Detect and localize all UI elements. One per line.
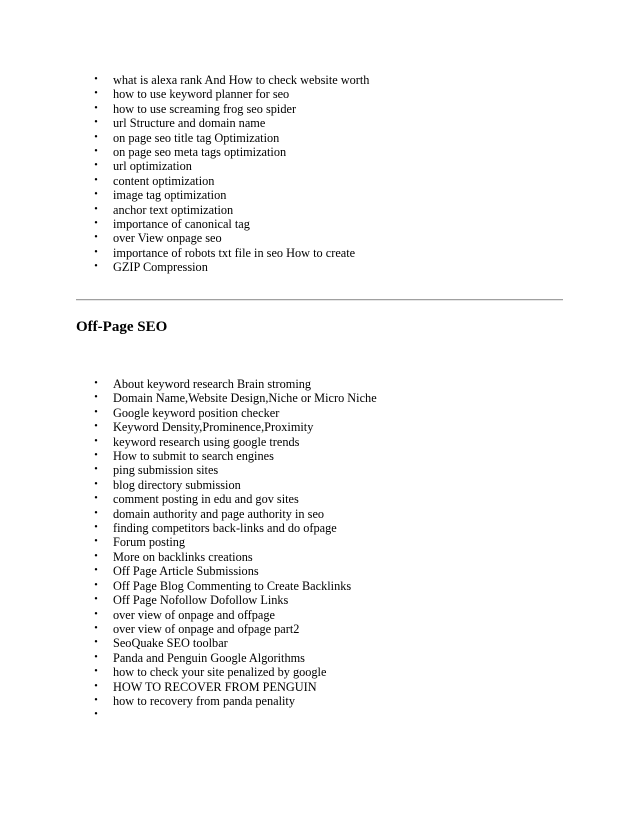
list-item-text: SeoQuake SEO toolbar bbox=[113, 636, 228, 651]
list-item-text: HOW TO RECOVER FROM PENGUIN bbox=[113, 679, 317, 694]
bullet-icon: • bbox=[94, 550, 98, 562]
bullet-icon: • bbox=[94, 117, 98, 129]
bullet-icon: • bbox=[94, 174, 98, 186]
bullet-icon: • bbox=[94, 392, 98, 404]
bullet-icon: • bbox=[94, 507, 98, 519]
list-item-text: More on backlinks creations bbox=[113, 549, 253, 564]
list-item-text: blog directory submission bbox=[113, 477, 241, 492]
list-item-text: Off Page Blog Commenting to Create Backlinks bbox=[113, 578, 352, 593]
list-item-text: content optimization bbox=[113, 173, 215, 188]
list-item-text: on page seo meta tags optimization bbox=[113, 145, 287, 160]
bullet-icon: • bbox=[94, 651, 98, 663]
list-item-text: on page seo title tag Optimization bbox=[113, 130, 280, 145]
list-item-text: How to submit to search engines bbox=[113, 449, 274, 464]
bullet-icon: • bbox=[94, 709, 98, 721]
list-item-text: url optimization bbox=[113, 159, 192, 174]
bullet-icon: • bbox=[94, 261, 98, 273]
bullet-icon: • bbox=[94, 160, 98, 172]
bullet-icon: • bbox=[94, 478, 98, 490]
list-item-text: how to use keyword planner for seo bbox=[113, 87, 290, 102]
bullet-icon: • bbox=[94, 189, 98, 201]
list-item-text: how to check your site penalized by google bbox=[113, 665, 327, 680]
list-item-text: About keyword research Brain stroming bbox=[113, 377, 312, 391]
bullet-icon: • bbox=[94, 522, 98, 534]
list-item-text: image tag optimization bbox=[113, 188, 227, 203]
list-item-text: how to use screaming frog seo spider bbox=[113, 101, 297, 116]
list-item-text: Forum posting bbox=[113, 535, 186, 550]
bullet-icon: • bbox=[94, 435, 98, 447]
bullet-icon: • bbox=[94, 666, 98, 678]
list-item-text: keyword research using google trends bbox=[113, 434, 300, 449]
bullet-icon: • bbox=[94, 637, 98, 649]
bullet-icon: • bbox=[94, 102, 98, 114]
list-item-text: over View onpage seo bbox=[113, 231, 222, 246]
list-item-text: GZIP Compression bbox=[113, 260, 208, 275]
bullet-icon: • bbox=[94, 88, 98, 100]
list-item-text: importance of robots txt file in seo How to create bbox=[113, 245, 356, 260]
list-item-text: Panda and Penguin Google Algorithms bbox=[113, 650, 305, 665]
bullet-icon: • bbox=[94, 218, 98, 230]
list-item-text: Keyword Density,Prominence,Proximity bbox=[113, 420, 314, 435]
list-item-text: Off Page Article Submissions bbox=[113, 564, 259, 579]
bullet-icon: • bbox=[94, 378, 98, 389]
bullet-icon: • bbox=[94, 680, 98, 692]
list-item-text: domain authority and page authority in seo bbox=[113, 506, 325, 521]
list-item-text: Google keyword position checker bbox=[113, 405, 280, 420]
bullet-icon: • bbox=[94, 694, 98, 706]
list-item-text: url Structure and domain name bbox=[113, 116, 266, 131]
bullet-icon: • bbox=[94, 579, 98, 591]
bullet-icon: • bbox=[94, 131, 98, 143]
list-item-text: comment posting in edu and gov sites bbox=[113, 492, 299, 507]
bullet-icon: • bbox=[94, 594, 98, 606]
bullet-icon: • bbox=[94, 536, 98, 548]
offpage-section-heading: Off-Page SEO bbox=[76, 319, 168, 335]
bullet-icon: • bbox=[94, 146, 98, 158]
bullet-icon: • bbox=[94, 232, 98, 244]
list-item-text: over view of onpage and offpage bbox=[113, 607, 275, 622]
list-item-text: importance of canonical tag bbox=[113, 217, 250, 232]
bullet-icon: • bbox=[94, 203, 98, 215]
horizontal-rule bbox=[76, 299, 563, 301]
bullet-icon: • bbox=[94, 74, 98, 85]
bullet-icon: • bbox=[94, 608, 98, 620]
bullet-icon: • bbox=[94, 464, 98, 476]
bullet-icon: • bbox=[94, 421, 98, 433]
list-item-text: ping submission sites bbox=[113, 463, 219, 478]
bullet-icon: • bbox=[94, 622, 98, 634]
bullet-icon: • bbox=[94, 406, 98, 418]
list-item-text: finding competitors back-links and do ofpage bbox=[113, 521, 337, 536]
bullet-icon: • bbox=[94, 246, 98, 258]
bullet-icon: • bbox=[94, 493, 98, 505]
list-item-text: how to recovery from panda penality bbox=[113, 693, 295, 708]
list-item-text: anchor text optimization bbox=[113, 202, 234, 217]
list-item-text: Off Page Nofollow Dofollow Links bbox=[113, 593, 289, 608]
list-item-text: Domain Name,Website Design,Niche or Micro Niche bbox=[113, 391, 377, 406]
list-item-text: what is alexa rank And How to check website worth bbox=[113, 73, 370, 87]
bullet-icon: • bbox=[94, 565, 98, 577]
list-item-text: over view of onpage and ofpage part2 bbox=[113, 621, 300, 636]
bullet-icon: • bbox=[94, 450, 98, 462]
